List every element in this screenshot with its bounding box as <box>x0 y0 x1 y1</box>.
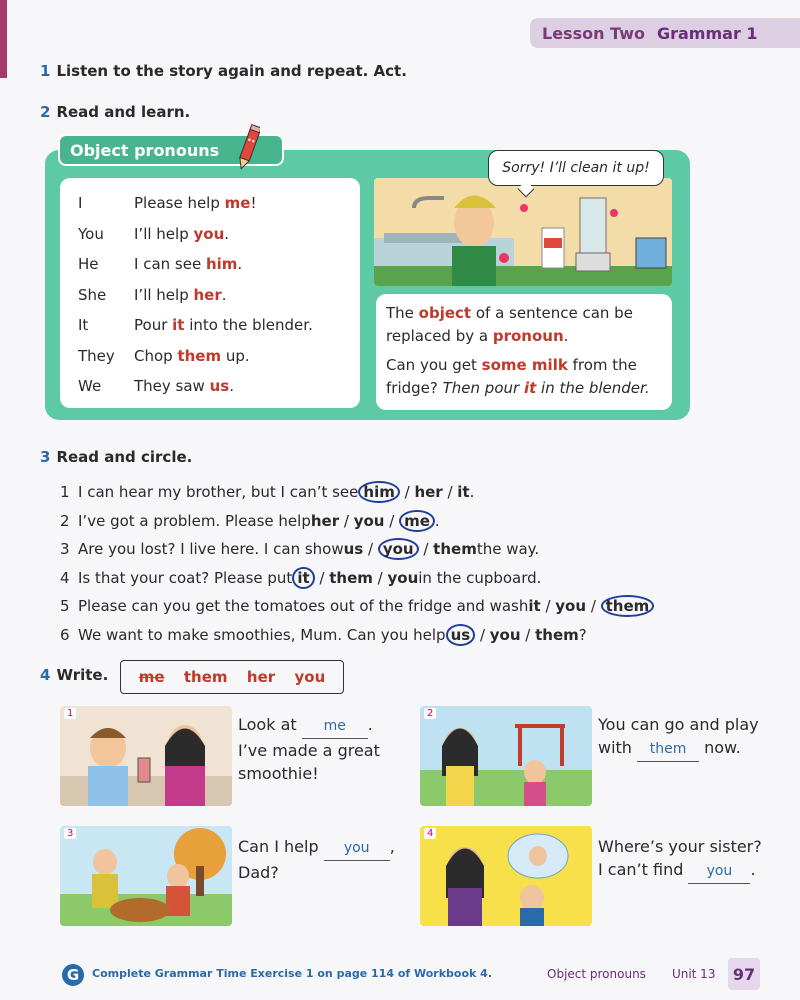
pronoun-row <box>78 249 360 280</box>
word: her <box>246 668 276 686</box>
footer-unit-label: Unit 13 <box>671 967 716 981</box>
lesson-label: Lesson Two <box>542 23 645 43</box>
answer-blank[interactable]: them <box>637 738 699 762</box>
example-sentence: Please help me! <box>134 194 257 213</box>
word: you <box>294 668 326 686</box>
subject-pronoun: They <box>78 346 115 365</box>
option-circled[interactable]: me <box>399 510 435 532</box>
circle-exercise-item: 6 We want to make smoothies, Mum. Can you help us / you / them ? <box>60 625 587 644</box>
write-item-3: Can I help you , Dad? <box>238 837 395 882</box>
picture-3-leaves <box>60 826 232 926</box>
object-pronoun: it <box>172 316 185 335</box>
object-pronoun: you <box>193 224 225 243</box>
answer-blank[interactable]: you <box>324 837 390 861</box>
pronoun-row <box>78 371 360 402</box>
exercise-number: 4 <box>40 666 51 684</box>
example-sentence: I’ll help you. <box>134 224 230 243</box>
footer-topic <box>547 967 715 981</box>
pencil-icon <box>238 122 260 172</box>
option[interactable]: you <box>353 511 385 530</box>
write-item-2: You can go and play with them now. <box>598 713 759 762</box>
subject-pronoun: We <box>78 377 102 396</box>
option[interactable]: her <box>414 483 443 502</box>
example-sentence: I’ll help her. <box>134 285 227 304</box>
word-box <box>120 660 344 694</box>
picture-number: 1 <box>64 708 76 719</box>
example-sentence: They saw us. <box>134 377 234 396</box>
grammar-time-icon: G <box>62 964 84 986</box>
object-pronoun: us <box>209 377 230 396</box>
object-pronoun: them <box>177 346 222 365</box>
example-sentence: I can see him. <box>134 255 243 274</box>
pronoun-row <box>78 341 360 372</box>
page-number: 97 <box>728 958 760 990</box>
lesson-tab <box>530 18 800 48</box>
pronoun-row <box>78 280 360 311</box>
option-circled[interactable]: it <box>292 567 314 589</box>
circle-exercise-item: 5 Please can you get the tomatoes out of the fridge and wash it / you / them <box>60 592 654 621</box>
circle-exercise-item: 2 I’ve got a problem. Please help her / you / me . <box>60 511 440 530</box>
circle-exercise-item: 3 Are you lost? I live here. I can show us / you / them the way. <box>60 540 540 559</box>
answer-blank[interactable]: me <box>302 715 368 739</box>
option[interactable]: you <box>489 625 521 644</box>
write-item-4: Where’s your sister? I can’t find you . <box>598 835 762 884</box>
subject-pronoun: I <box>78 194 83 213</box>
option-circled[interactable]: them <box>601 595 655 617</box>
picture-2-playground <box>420 706 592 806</box>
pronoun-row <box>78 188 360 219</box>
option[interactable]: them <box>535 625 579 644</box>
option[interactable]: it <box>528 597 541 616</box>
pronoun-row <box>78 219 360 250</box>
option-circled[interactable]: us <box>446 624 476 646</box>
explanation-box <box>376 294 672 410</box>
subject-pronoun: He <box>78 255 99 274</box>
exercise-number: 3 <box>40 448 51 466</box>
subject-pronoun: She <box>78 285 107 304</box>
option[interactable]: her <box>310 511 340 530</box>
answer-blank[interactable]: you <box>688 860 750 884</box>
option[interactable]: us <box>343 540 364 559</box>
pronoun-row <box>78 310 360 341</box>
speech-bubble: Sorry! I’ll clean it up! <box>488 150 664 186</box>
circle-exercise-item: 1 I can hear my brother, but I can’t see him / her / it . <box>60 483 475 502</box>
word: them <box>183 668 228 686</box>
footer-topic-label: Object pronouns <box>547 967 646 981</box>
object-pronoun: her <box>193 285 222 304</box>
option[interactable]: you <box>555 597 587 616</box>
circle-exercise-item: 4 Is that your coat? Please put it / them / you in the cupboard. <box>60 568 542 587</box>
write-item-1: Look at me . I’ve made a great smoothie! <box>238 715 380 783</box>
option[interactable]: them <box>433 540 477 559</box>
exercise-instruction: Write. <box>56 666 109 684</box>
footer-instruction: Complete Grammar Time Exercise 1 on page 114 of Workbook 4. <box>92 967 493 980</box>
exercise-4-heading <box>40 666 108 684</box>
explanation-example: Can you get some milk from the fridge? Then pour it in the blender. <box>386 356 650 397</box>
picture-number: 4 <box>424 828 436 839</box>
example-sentence: Pour it into the blender. <box>134 316 313 335</box>
object-pronouns-title: Object pronouns <box>58 134 284 166</box>
exercise-number: 2 <box>40 103 51 121</box>
exercise-instruction: Read and circle. <box>56 448 193 466</box>
exercise-instruction: Read and learn. <box>56 103 191 121</box>
picture-number: 3 <box>64 828 76 839</box>
subject-pronoun: It <box>78 316 89 335</box>
exercise-1-heading <box>40 62 407 80</box>
picture-1-smoothie <box>60 706 232 806</box>
picture-4-sister <box>420 826 592 926</box>
exercise-instruction: Listen to the story again and repeat. Act. <box>56 62 407 80</box>
exercise-number: 1 <box>40 62 51 80</box>
option-circled[interactable]: him <box>358 481 399 503</box>
option[interactable]: it <box>457 483 470 502</box>
left-color-strip <box>0 0 7 78</box>
explanation-rule: The object of a sentence can be replaced by a pronoun. <box>386 304 633 345</box>
option-circled[interactable]: you <box>378 538 419 560</box>
word-used: me <box>138 668 165 686</box>
option[interactable]: them <box>329 568 373 587</box>
object-pronoun: him <box>205 255 238 274</box>
object-pronoun: me <box>224 194 251 213</box>
circle-exercise-list <box>60 478 654 649</box>
picture-number: 2 <box>424 708 436 719</box>
option[interactable]: you <box>387 568 419 587</box>
example-sentence: Chop them up. <box>134 346 250 365</box>
pronoun-table <box>60 178 360 408</box>
subject-pronoun: You <box>78 224 104 243</box>
section-label: Grammar 1 <box>656 23 758 43</box>
exercise-3-heading <box>40 448 192 466</box>
exercise-2-heading <box>40 103 190 121</box>
